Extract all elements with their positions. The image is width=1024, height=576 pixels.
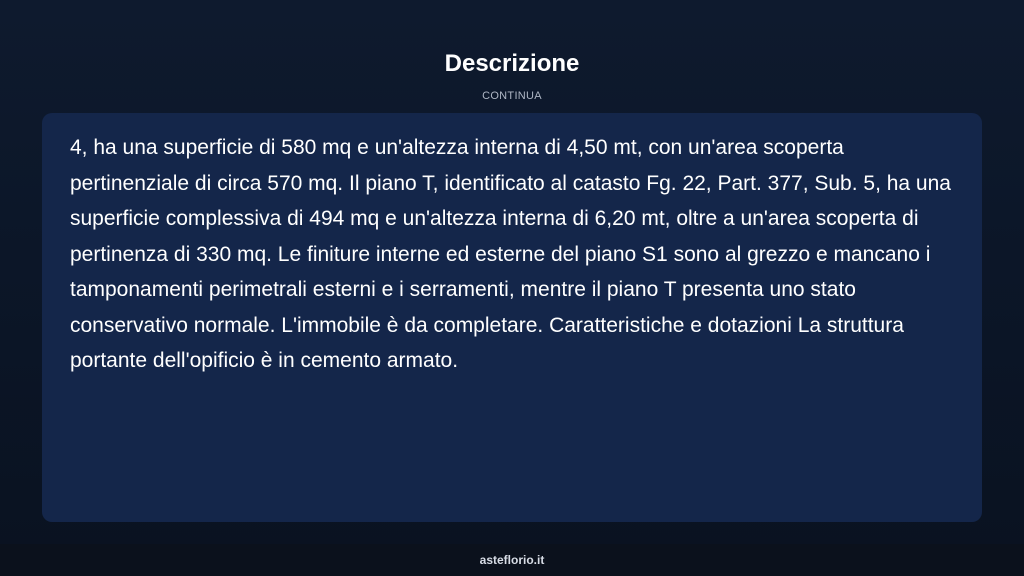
description-card [42, 113, 982, 522]
continuation-label: CONTINUA [482, 90, 542, 102]
footer-bar [0, 544, 1024, 576]
page-title: Descrizione [444, 50, 580, 77]
description-text: 4, ha una superficie di 580 mq e un'altezza interna di 4,50 mt, con un'area scoperta pertinenziale di circa 570 mq. Il piano T, identificato al catasto Fg. 22, Part. 377, Sub. 5, ha una superficie complessiva di 494 mq e un'altezza interna di 6,20 mt, oltre a un'area scoperta di pertinenza di 330 mq. Le finiture interne ed esterne del piano S1 sono al grezzo e mancano i tamponamenti perimetrali esterni e i serramenti, mentre il piano T presenta uno stato conservativo normale. L'immobile è da completare. Caratteristiche e dotazioni La struttura portante dell'opificio è in cemento armato. [70, 136, 951, 372]
footer-brand: asteflorio.it [479, 553, 545, 567]
